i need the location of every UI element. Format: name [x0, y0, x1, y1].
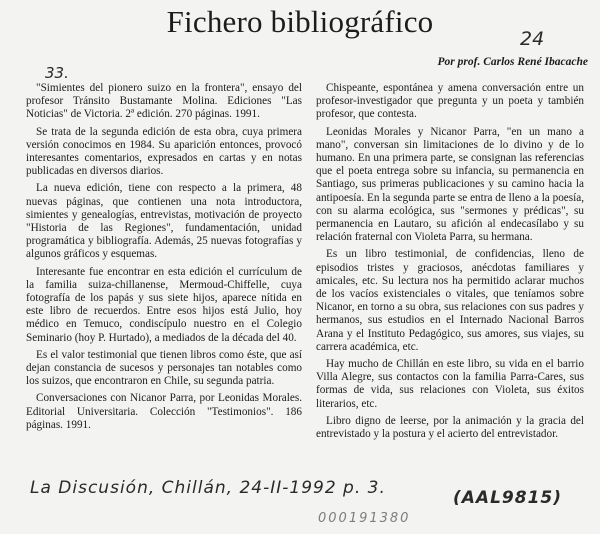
paragraph: Libro digno de leerse, por la animación y la gracia del entrevistado y la postura y el acierto del entrevistador. [316, 414, 584, 441]
paragraph: Hay mucho de Chillán en este libro, su vida en el barrio Villa Alegre, sus contactos con la familia Parra-Cares, sus formas de vida, sus relaciones con Violeta, sus éxitos literarios, etc. [316, 358, 584, 410]
right-column [316, 82, 584, 445]
paragraph: Chispeante, espontánea y amena conversación entre un profesor-investigador que pregunta y un poeta y también profesor, que contesta. [316, 82, 584, 121]
left-column [26, 82, 302, 436]
article-byline: Por prof. Carlos René Ibacache [437, 56, 588, 68]
handwritten-source-note: La Discusión, Chillán, 24-II-1992 p. 3. [30, 478, 386, 498]
paragraph: Interesante fue encontrar en esta edición el currículum de la familia suiza-chillanense, Mermoud-Chiffelle, cuya fotografía de los papás y sus siete hijos, aparece nítida en este libro de recuerdos. Entre esos hijos está Julio, hoy médico en Temuco, condiscípulo nuestro en el Colegio Seminario (hoy P. Hurtado), a mediados de la década del 40. [26, 265, 302, 344]
paragraph: Se trata de la segunda edición de esta obra, cuya primera versión conocimos en 1984. Su aparición entonces, provocó interesantes comentarios, expresados en cartas y en notas publicadas en diversos diarios. [26, 125, 302, 178]
paragraph: Es el valor testimonial que tienen libros como éste, que así dejan constancia de sucesos y personajes tan notables como los suizos, que encontraron en Chile, su segunda patria. [26, 348, 302, 388]
article-title: Fichero bibliográfico [166, 4, 434, 39]
handwritten-item-number: 33. [45, 64, 69, 82]
paragraph: Conversaciones con Nicanor Parra, por Leonidas Morales. Editorial Universitaria. Colección "Testimonios". 186 páginas. 1991. [26, 392, 302, 431]
paragraph: "Simientes del pionero suizo en la frontera", ensayo del profesor Tránsito Bustamante Molina. Ediciones "Las Noticias" de Victoria. 2ª edición. 270 páginas. 1991. [26, 82, 302, 121]
handwritten-catalog-code: (AAL9815) [453, 488, 562, 508]
paragraph: Es un libro testimonial, de confidencias, lleno de episodios tristes y graciosos, anécdotas familiares y amicales, etc. Su lectura nos ha permitido aclarar muchos de los vacíos existenciales o vitales, que teníamos sobre Nicanor, en torno a su obra, sus relaciones con sus padres y hermanos, sus estudios en el Internado Nacional Barros Arana y el Instituto Pedagógico, sus amores, sus viajes, su carrera académica, etc. [316, 248, 584, 353]
paragraph: Leonidas Morales y Nicanor Parra, "en un mano a mano", conversan sin limitaciones de lo divino y de lo humano. En una primera parte, se consignan las referencias que el poeta entrega sobre su infancia, su permanencia en Santiago, sus primeras publicaciones y su camino hacia la antipoesía. En la segunda parte se entra de lleno a la poesía, con su alarma ecológica, sus "sermones y prédicas", su permanencia en Lautaro, su afición al endecasílabo y su relación fraternal con Violeta Parra, su hermana. [316, 125, 584, 244]
handwritten-page-number: 24 [520, 28, 545, 50]
stamped-record-number: 000191380 [318, 511, 411, 526]
paragraph: La nueva edición, tiene con respecto a la primera, 48 nuevas páginas, que contienen una nota introductora, simientes y genealogías, entrevistas, motivación de proyecto "Historia de las Regiones", fundamentación, unidad programática y bibliografía. Además, 25 nuevas fotografías y algunos gráficos y esquemas. [26, 182, 302, 261]
